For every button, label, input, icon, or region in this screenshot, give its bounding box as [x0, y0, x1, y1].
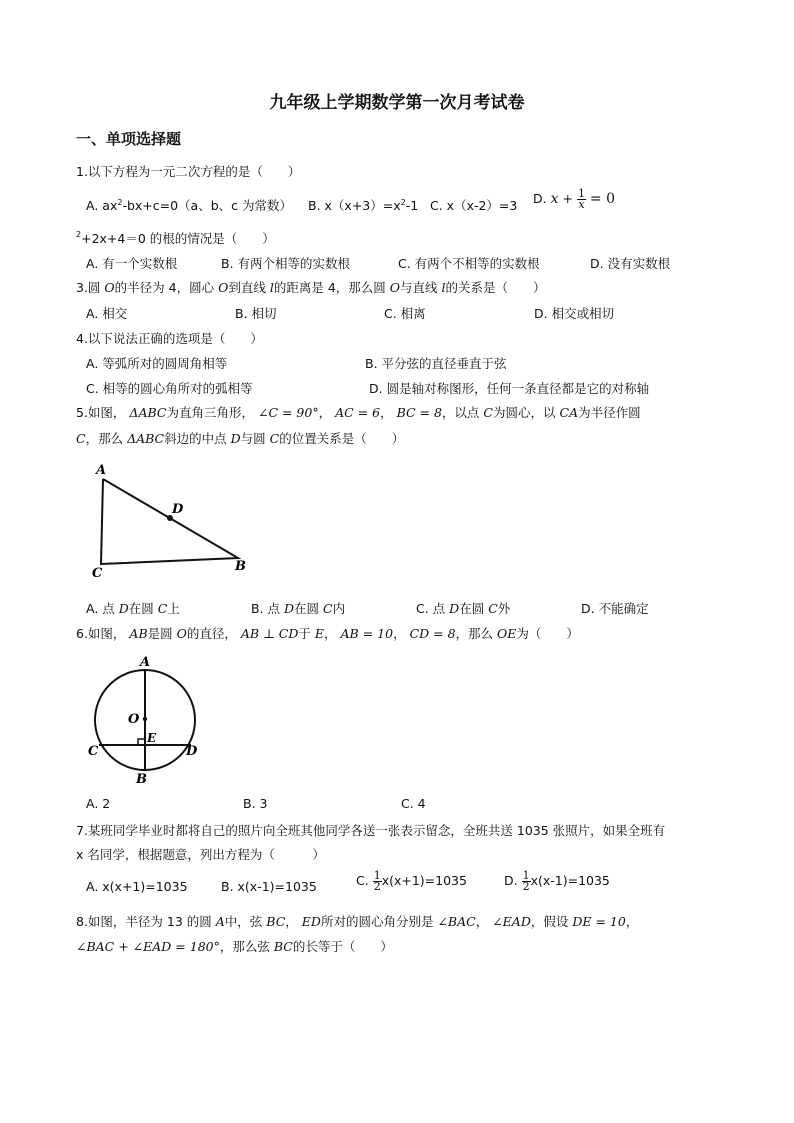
q2-option-a: A. 有一个实数根	[86, 256, 178, 271]
q5-stem-line1: 5.如图， ΔABC为直角三角形， ∠C = 90°， AC = 6， BC = 8，以点 C为圆心，以 CA为半径作圆	[76, 405, 641, 420]
q6-option-c: C. 4	[401, 796, 426, 811]
label-e: E	[147, 731, 157, 745]
q5-triangle-figure	[86, 458, 261, 583]
label-d: D	[186, 744, 198, 759]
label-c: C	[88, 744, 99, 759]
q7-stem-line1: 7.某班同学毕业时都将自己的照片向全班其他同学各送一张表示留念，全班共送 1035 张照片，如果全班有	[76, 823, 666, 838]
q4-option-d: D. 圆是轴对称图形，任何一条直径都是它的对称轴	[369, 381, 650, 396]
q3-option-a: A. 相交	[86, 306, 128, 321]
q4-option-b: B. 平分弦的直径垂直于弦	[365, 356, 507, 371]
q5-stem-line2: C，那么 ΔABC斜边的中点 D与圆 C的位置关系是（ ）	[76, 431, 405, 446]
q3-stem: 3.圆 O的半径为 4，圆心 O到直线 l的距离是 4，那么圆 O与直线 l的关系是（ ）	[76, 280, 546, 295]
q2-option-b: B. 有两个相等的实数根	[221, 256, 351, 271]
label-d: D	[172, 502, 184, 517]
q6-stem: 6.如图， AB是圆 O的直径， AB ⊥ CD于 E， AB = 10， CD = 8，那么 OE为（ ）	[76, 626, 579, 641]
q3-option-d: D. 相交或相切	[534, 306, 615, 321]
q8-stem-line2: ∠BAC + ∠EAD = 180°，那么弦 BC的长等于（ ）	[76, 939, 393, 954]
center-o-dot	[143, 717, 147, 721]
q1-option-b: B. $x(x+3)=x^2-1$	[308, 197, 419, 213]
q7-stem-line2: x 名同学，根据题意，列出方程为（ ）	[76, 847, 325, 862]
label-a: A	[96, 463, 107, 478]
q2-option-d: D. 没有实数根	[590, 256, 671, 271]
q4-stem: 4.以下说法正确的选项是（ ）	[76, 331, 263, 346]
q1-option-d: D. x + $\frac{1}{x}$ = 0	[533, 187, 616, 211]
q2-stem: $^2$+2x+4＝0 的根的情况是（ ）	[76, 230, 275, 246]
q7-option-d: D. $\frac{1}{2}$ x(x-1)=1035	[504, 869, 610, 893]
label-c: C	[92, 566, 103, 581]
q7-option-a: A. x(x+1)=1035	[86, 879, 188, 894]
page-title: 九年级上学期数学第一次月考试卷	[269, 93, 525, 113]
q1-option-a: A. $ax^2-bx+c=0(a$、b、c 为常数）	[86, 197, 292, 213]
q4-option-a: A. 等弧所对的圆周角相等	[86, 356, 228, 371]
q5-option-a: A. 点 D在圆 C上	[86, 601, 180, 616]
q1-stem: 1.以下方程为一元二次方程的是（ ）	[76, 164, 301, 179]
q7-option-c: C. $\frac{1}{2}$ x(x+1)=1035	[356, 869, 467, 893]
label-a: A	[140, 655, 151, 670]
label-b: B	[235, 559, 246, 574]
q4-option-c: C. 相等的圆心角所对的弧相等	[86, 381, 253, 396]
q7-option-b: B. x(x-1)=1035	[221, 879, 317, 894]
q2-option-c: C. 有两个不相等的实数根	[398, 256, 540, 271]
label-b: B	[136, 772, 147, 787]
section-heading: 一、单项选择题	[76, 130, 182, 148]
q6-option-b: B. 3	[243, 796, 268, 811]
q5-option-b: B. 点 D在圆 C内	[251, 601, 346, 616]
label-o: O	[128, 712, 140, 727]
q1-option-c: C. x（x-2）=3	[430, 198, 518, 213]
q5-option-c: C. 点 D在圆 C外	[416, 601, 511, 616]
q6-option-a: A. 2	[86, 796, 111, 811]
q3-option-b: B. 相切	[235, 306, 277, 321]
q6-circle-figure	[86, 650, 211, 790]
q5-option-d: D. 不能确定	[581, 601, 649, 616]
q8-stem-line1: 8.如图，半径为 13 的圆 A中，弦 BC， ED所对的圆心角分别是 ∠BAC， ∠EAD，假设 DE = 10，	[76, 914, 639, 929]
q3-option-c: C. 相离	[384, 306, 426, 321]
